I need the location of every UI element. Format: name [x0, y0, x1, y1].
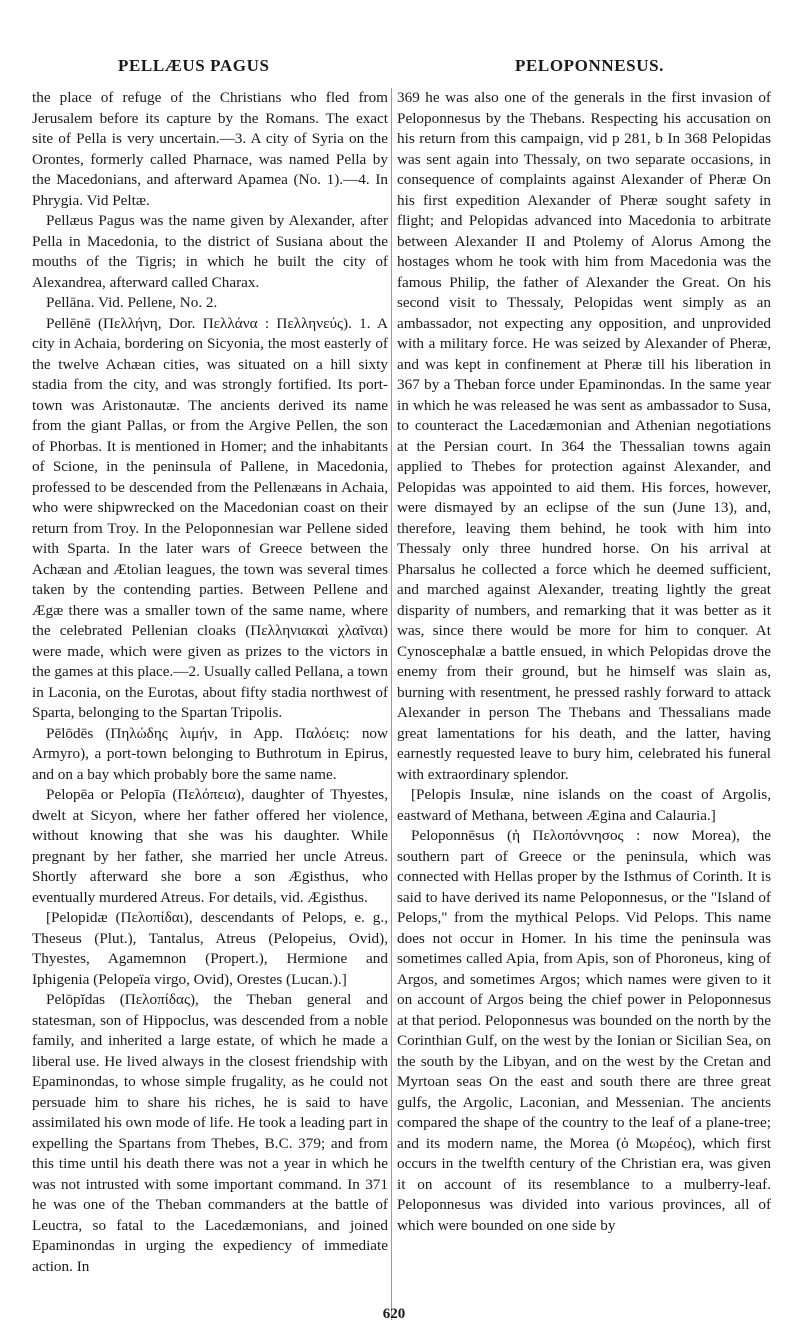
entry-pellana: Pellāna. Vid. Pellene, No. 2. — [46, 294, 218, 311]
header-left-title: PELLÆUS PAGUS — [118, 56, 270, 75]
right-column — [397, 88, 771, 1323]
entry-pelopea: Pelopēa or Pelopīa (Πελόπεια), daughter of Thyestes, dwelt at Sicyon, where her father offered her violence, without knowing that she was his daughter. While pregnant by her father, she married her uncle Atreus. Shortly afterward she bore a son Ægisthus, who eventually murdered Atreus. For details, vid. Ægisthus. — [32, 786, 388, 906]
column-divider — [391, 88, 392, 1320]
left-column — [32, 88, 388, 1323]
entry-peloponnesus: Peloponnēsus (ἡ Πελοπόννησος : now Morea), the southern part of Greece or the peninsula, which was connected with Hellas proper by the Isthmus of Corinth. It is said to have derived its name Peloponnesus, or the "Island of Pelops," from the mythical Pelops. Vid Pelops. This name does not occur in Homer. In his time the peninsula was sometimes called Apia, from Apis, son of Phoroneus, king of Argos, and sometimes Argos; which names were given to it on account of Argos being the chief power in Peloponnesus at that period. Peloponnesus was bounded on the north by the Corinthian Gulf, on the west by the Ionian or Sicilian Sea, on the south by the Libyan, and on the west by the Cretan and Myrtoan seas On the east and south there are three great gulfs, the Argolic, Laconian, and Messenian. The ancients compared the shape of the country to the leaf of a plane-tree; and its modern name, the Morea (ὁ Μωρέος), which first occurs in the twelfth century of the Christian era, was given it on account of its resemblance to a mulberry-leaf. Peloponnesus was divided into various provinces, all of which were bounded on one side by — [397, 827, 771, 1234]
page-number: 620 — [382, 1306, 406, 1322]
entry-pellene: Pellēnē (Πελλήνη, Dor. Πελλάνα : Πελληνεύς). 1. A city in Achaia, bordering on Sicyonia, the most easterly of the twelve Achæan cities, was situated on a hill sixty stadia from the city, and was strongly fortified. Its port-town was Aristonautæ. The ancients derived its name from the giant Pallas, or from the Argive Pellen, the son of Phorbas. It is mentioned in Homer; and the inhabitants of Scione, in the peninsula of Pallene, in Macedonia, professed to be descended from the Pellenæans in Achaia, who were shipwrecked on the Macedonian coast on their return from Troy. In the Peloponnesian war Pellene sided with Sparta. In the later wars of Greece between the Achæan and Ætolian leagues, the town was several times taken by the contending parties. Between Pellene and Ægæ there was a smaller town of the same name, where the celebrated Pellenian cloaks (Πελληνιακαὶ χλαῖναι) were made, which were given as prizes to the victors in the games at this place.—2. Usually called Pellana, a town in Laconia, on the Eurotas, about fifty stadia northwest of Sparta, belonging to the Spartan Tripolis. — [32, 314, 388, 721]
running-header — [0, 56, 800, 82]
entry-pellaeus-pagus: Pellæus Pagus was the name given by Alexander, after Pella in Macedonia, to the district of Susiana about the mouths of the Tigris; in which he built the city of Alexandrea, afterward called Charax. — [32, 212, 388, 291]
left-paragraph: the place of refuge of the Christians who fled from Jerusalem before its capture by the Romans. The exact site of Pella is very uncertain.—3. A city of Syria on the Orontes, formerly called Pharnace, was named Pella by the Macedonians, and afterward Apamea (No. 1).—4. In Phrygia. Vid Peltæ. — [32, 89, 388, 209]
entry-pelodes: Pēlōdēs (Πηλώδης λιμήν, in App. Παλόεις: now Armyro), a port-town belonging to Buthrotum in Epirus, and on a bay which probably bore the same name. — [32, 724, 388, 783]
header-right-title: PELOPONNESUS. — [515, 56, 665, 75]
entry-pelopidae: [Pelopidæ (Πελοπίδαι), descendants of Pelops, e. g., Theseus (Plut.), Tantalus, Atreus (Pelopeius, Ovid), Thyestes, Agamemnon (Propert.), Hermione and Iphigenia (Pelopeïa virgo, Ovid), Orestes (Lucan.).] — [32, 909, 388, 988]
right-paragraph: 369 he was also one of the generals in the first invasion of Peloponnesus by the Thebans. Respecting his accusation on his return from this campaign, vid p 281, b In 368 Pelopidas was sent again into Thessaly, on two separate occasions, in consequence of complaints against Alexander of Pheræ On his first expedition Alexander of Pheræ sought safety in flight; and Pelopidas advanced into Macedonia to arbitrate between Alexander II and Ptolemy of Alorus Among the hostages whom he took with him from Macedonia was the famous Philip, the father of Alexander the Great. On his second visit to Thessaly, Pelopidas went simply as an ambassador, not expecting any opposition, and unprovided with a military force. He was seized by Alexander of Pheræ, and was kept in confinement at Pheræ till his liberation in 367 by a Theban force under Epaminondas. In the same year in which he was released he was sent as ambassador to Susa, to counteract the Lacedæmonian and Athenian negotiations at the Persian court. In 364 the Thessalian towns again applied to Thebes for protection against Alexander, and Pelopidas was appointed to aid them. His forces, however, were dismayed by an eclipse of the sun (June 13), and, therefore, leaving them behind, he took with him into Thessaly only three hundred horse. On his arrival at Pharsalus he collected a force which he deemed sufficient, and marched against Alexander, treating lightly the great disparity of numbers, and remarking that it was better as it was, since there would be more for him to conquer. At Cynoscephalæ a battle ensued, in which Pelopidas drove the enemy from their ground, but he himself was slain as, burning with resentment, he pressed rashly forward to attack Alexander in person The Thebans and Thessalians made great lamentations for his death, and the latter, having earnestly requested leave to bury him, celebrated his funeral with extraordinary splendor. — [397, 89, 771, 783]
page-footer — [0, 1306, 800, 1323]
entry-pelopis-insulae: [Pelopis Insulæ, nine islands on the coast of Argolis, eastward of Methana, between Ægina and Calauria.] — [397, 786, 771, 824]
entry-pelopidas: Pelōpĭdas (Πελοπίδας), the Theban general and statesman, son of Hippoclus, was descended from a noble family, and inherited a large estate, of which he made a liberal use. He lived always in the closest friendship with Epaminondas, to whose simple frugality, as he could not persuade him to share his riches, he is said to have assimilated his own mode of life. He took a leading part in expelling the Spartans from Thebes, B.C. 379; and from this time until his death there was not a year in which he was not intrusted with some important command. In 371 he was one of the Theban commanders at the battle of Leuctra, so fatal to the Lacedæmonians, and joined Epaminondas in urging the expediency of immediate action. In — [32, 991, 388, 1275]
